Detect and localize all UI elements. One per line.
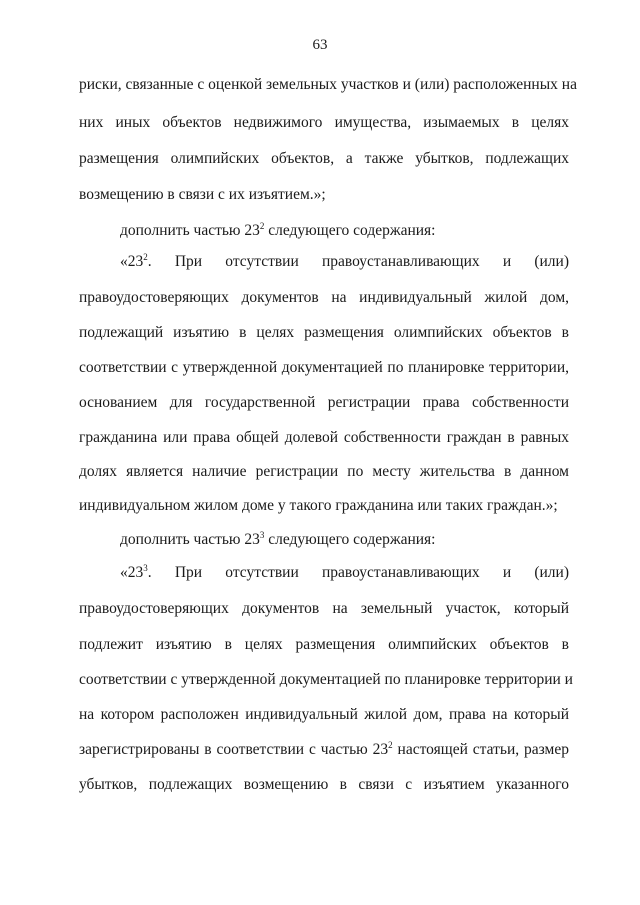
text-line: правоудостоверяющих документов на земельный участок, который [79,600,569,617]
superscript: 3 [259,529,265,540]
page-number: 63 [312,37,328,53]
text-line: подлежащий изъятию в целях размещения олимпийских объектов в [79,324,569,341]
clause-first-line: «$23^2$. При отсутствии правоустанавливающих и (или) [120,251,569,270]
amendment-intro-line: дополнить частью $23^3$ следующего содержания: [120,529,436,548]
text-line: размещения олимпийских объектов, а также убытков, подлежащих [79,150,569,167]
superscript: 2 [388,739,393,750]
text-line: основанием для государственной регистрации права собственности [79,394,569,411]
text-line: правоудостоверяющих документов на индивидуальный жилой дом, [79,289,569,306]
text-line: долях является наличие регистрации по месту жительства в данном [79,463,569,480]
text-line: убытков, подлежащих возмещению в связи с изъятием указанного [79,776,569,793]
text-line: возмещению в связи с их изъятием.»; [79,186,326,203]
text-line: соответствии с утвержденной документацией по планировке территории, [79,359,569,376]
superscript: 2 [143,251,148,262]
text-line: на котором расположен индивидуальный жилой дом, права на который [79,706,569,723]
superscript: 3 [143,562,148,573]
text-line: них иных объектов недвижимого имущества, изымаемых в целях [79,114,569,131]
superscript: 2 [259,220,265,231]
text-line: подлежит изъятию в целях размещения олимпийских объектов в [79,636,569,653]
clause-first-line: «$23^3$. При отсутствии правоустанавливающих и (или) [120,562,569,581]
text-line: индивидуальном жилом доме у такого гражданина или таких граждан.»; [79,497,558,514]
reference-line: зарегистрированы в соответствии с частью $23^2$ настоящей статьи, размер [79,739,569,758]
text-line: соответствии с утвержденной документацией по планировке территории и [79,671,573,688]
text-line: гражданина или права общей долевой собственности граждан в равных [79,429,569,446]
text-line: риски, связанные с оценкой земельных участков и (или) расположенных на [79,76,577,93]
amendment-intro-line: дополнить частью $23^2$ следующего содержания: [120,220,436,239]
